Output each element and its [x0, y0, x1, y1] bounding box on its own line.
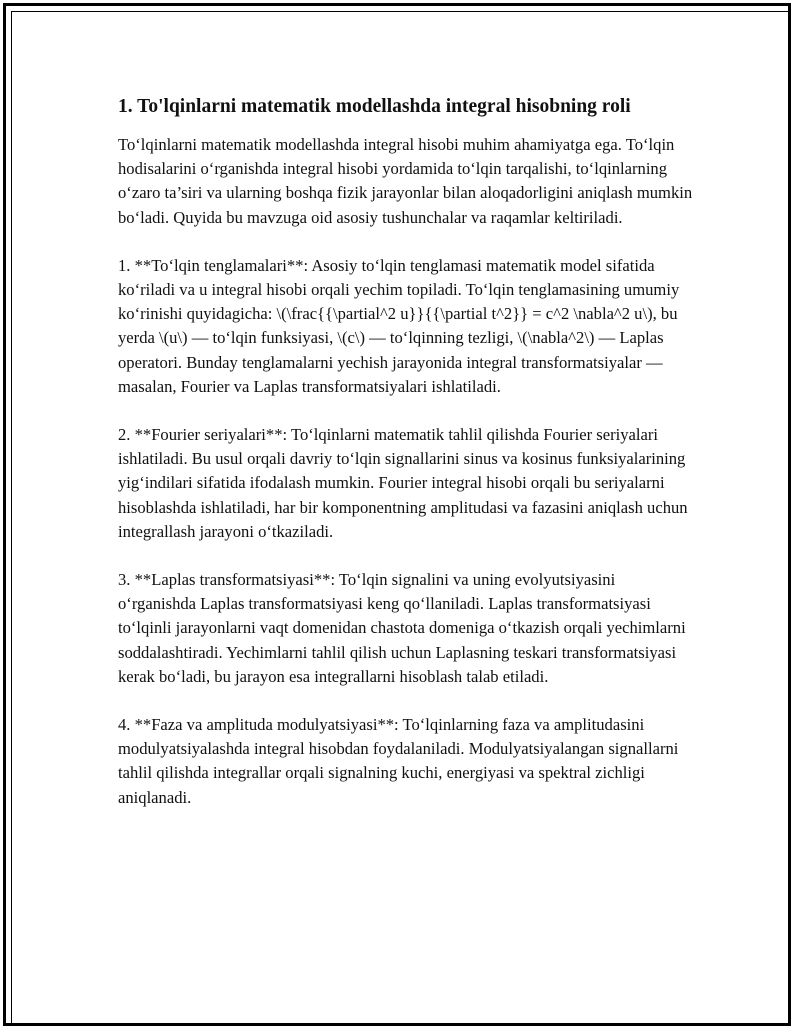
- laplace-transform-paragraph: 3. **Laplas transformatsiyasi**: To‘lqin signalini va uning evolyutsiyasini o‘rganishda Laplas transformatsiyasi keng qo‘llaniladi. Laplas transformatsiyasi to‘lqinli jarayonlarni vaqt domenidan chastota domeniga o‘tkazish orqali yechimlarni soddalashtiradi. Yechimlarni tahlil qilish uchun Laplasning teskari transformatsiyasi kerak bo‘ladi, bu jarayon esa integrallarni hisoblash talab etiladi.: [118, 570, 686, 686]
- document-body: [118, 94, 693, 834]
- intro-paragraph: To‘lqinlarni matematik modellashda integral hisobi muhim ahamiyatga ega. To‘lqin hodisalarini o‘rganishda integral hisobi yordamida to‘lqin tarqalishi, to‘lqinlarning o‘zaro ta’siri va ularning boshqa fizik jarayonlar bilan aloqadorligini aniqlash mumkin bo‘ladi. Quyida bu mavzuga oid asosiy tushunchalar va raqamlar keltiriladi.: [118, 135, 693, 227]
- wave-equations-paragraph: 1. **To‘lqin tenglamalari**: Asosiy to‘lqin tenglamasi matematik model sifatida ko‘riladi va u integral hisobi orqali yechim topiladi. To‘lqin tenglamasining umumiy ko‘rinishi quyidagicha: \(\frac{{\partial^2 u}}{{\partial t^2}} = c^2 \nabla^2 u\), bu yerda \(u\) — to‘lqin funksiyasi, \(c\) — to‘lqinning tezligi, \(\nabla^2\) — Laplas operatori. Bunday tenglamalarni yechish jarayonida integral transformatsiyalar — masalan, Fourier va Laplas transformatsiyalari ishlatiladi.: [118, 255, 680, 396]
- section-title: 1. To'lqinlarni matematik modellashda integral hisobning roli: [118, 96, 631, 117]
- modulation-paragraph: 4. **Faza va amplituda modulyatsiyasi**: To‘lqinlarning faza va amplitudasini modulyatsiyalashda integral hisobdan foydalaniladi. Modulyatsiyalangan signallarni tahlil qilishda integrallar orqali signalning kuchi, energiyasi va spektral zichligi aniqlanadi.: [118, 715, 679, 807]
- fourier-series-paragraph: 2. **Fourier seriyalari**: To‘lqinlarni matematik tahlil qilishda Fourier seriyalari ishlatiladi. Bu usul orqali davriy to‘lqin signallarini sinus va kosinus funksiyalarining yig‘indilari sifatida ifodalash mumkin. Fourier integral hisobi orqali bu seriyalarni hisoblashda ishlatiladi, har bir komponentning amplitudasi va fazasini aniqlash uchun integrallash jarayoni o‘tkaziladi.: [118, 425, 688, 541]
